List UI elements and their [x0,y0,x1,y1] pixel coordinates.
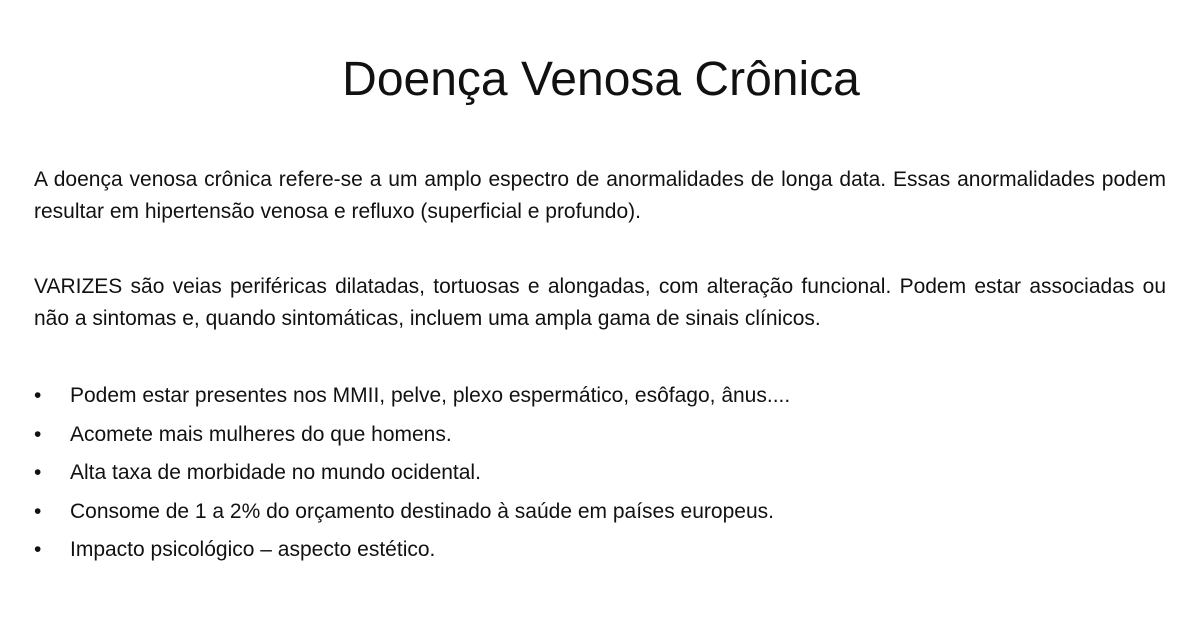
bullet-item [34,419,1166,458]
bullet-item [34,380,1166,419]
bullet-marker-icon: • [34,422,42,446]
bullet-marker-icon: • [34,538,42,561]
bullet-item [34,457,1166,496]
bullet-text: Acomete mais mulheres do que homens. [70,422,452,446]
bullet-item [34,534,1166,573]
bullet-text: Consome de 1 a 2% do orçamento destinado à saúde em países europeus. [70,499,774,523]
definition-paragraph: A doença venosa crônica refere-se a um amplo espectro de anormalidades de longa data. Essas anormalidades podem resultar em hipertensão venosa e refluxo (superficial e profundo). [34,168,1166,223]
slide-title: Doença Venosa Crônica [342,53,860,106]
bullet-marker-icon: • [34,384,42,407]
bullet-text: Impacto psicológico – aspecto estético. [70,538,436,561]
bullet-text: Podem estar presentes nos MMII, pelve, plexo espermático, esôfago, ânus.... [70,384,791,407]
varizes-paragraph: VARIZES são veias periféricas dilatadas, tortuosas e alongadas, com alteração funcional. Podem estar associadas ou não a sintomas e, quando sintomáticas, incluem uma ampla gama de sinais clínicos. [34,275,1166,330]
bullet-marker-icon: • [34,499,42,523]
bullet-list [34,380,1166,573]
bullet-item [34,496,1166,535]
bullet-text: Alta taxa de morbidade no mundo ocidental. [70,461,481,484]
bullet-marker-icon: • [34,461,42,484]
